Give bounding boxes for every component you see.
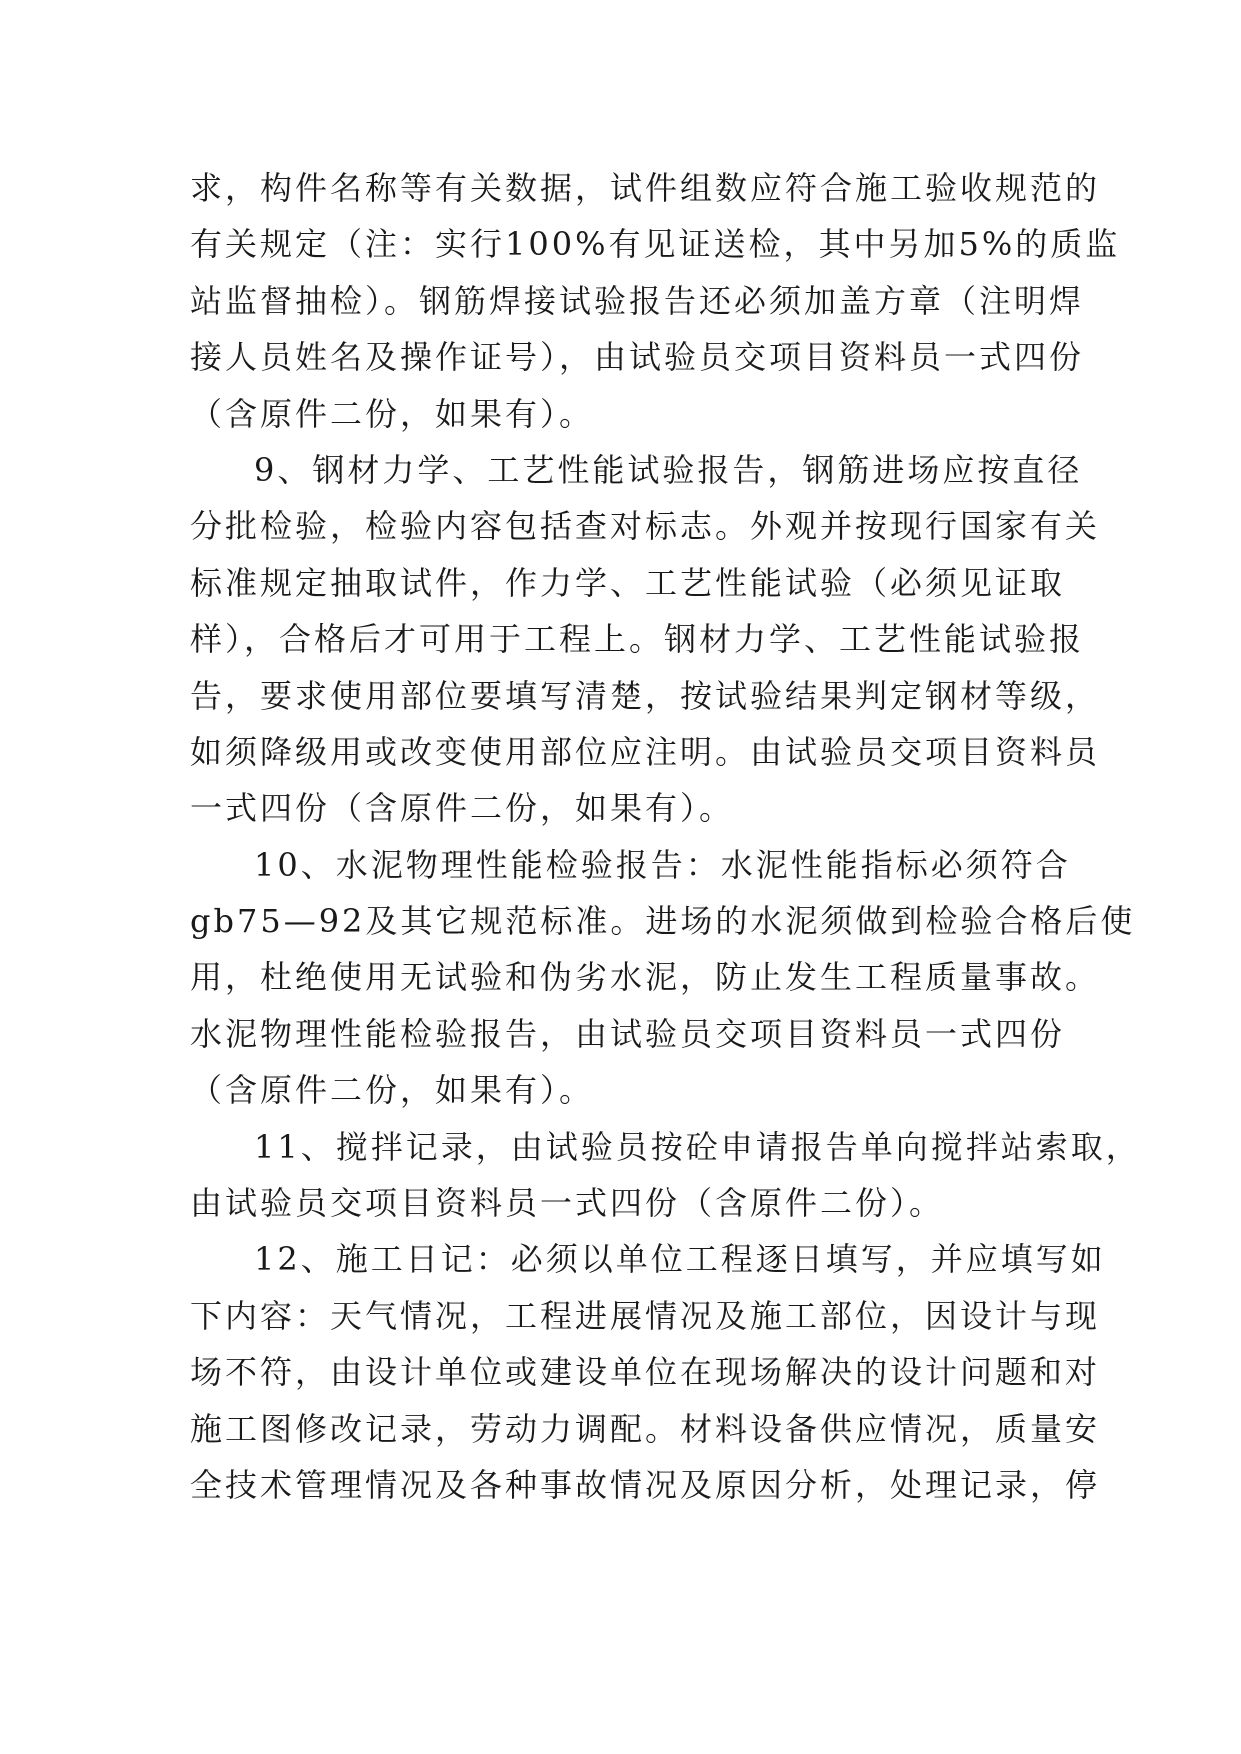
text-line: 接人员姓名及操作证号），由试验员交项目资料员一式四份 bbox=[190, 338, 1085, 377]
text-line: 由试验员交项目资料员一式四份（含原件二份）。 bbox=[190, 1184, 945, 1223]
paragraph-12-first-line: 12、施工日记：必须以单位工程逐日填写，并应填写如 bbox=[254, 1240, 1106, 1279]
text-line: （含原件二份，如果有）。 bbox=[190, 1071, 595, 1110]
document-body bbox=[190, 160, 1141, 1513]
text-line: 一式四份（含原件二份，如果有）。 bbox=[190, 789, 735, 828]
text-line: 有关规定（注：实行100%有见证送检，其中另加5%的质监 bbox=[190, 225, 1121, 264]
text-line: 标准规定抽取试件，作力学、工艺性能试验（必须见证取 bbox=[190, 563, 1066, 602]
text-line: 分批检验，检验内容包括查对标志。外观并按现行国家有关 bbox=[190, 507, 1101, 546]
text-line: 全技术管理情况及各种事故情况及原因分析，处理记录，停 bbox=[190, 1465, 1101, 1504]
text-line: 用，杜绝使用无试验和伪劣水泥，防止发生工程质量事故。 bbox=[190, 958, 1101, 997]
text-line: 水泥物理性能检验报告，由试验员交项目资料员一式四份 bbox=[190, 1014, 1066, 1053]
paragraph-11-first-line: 11、搅拌记录，由试验员按砼申请报告单向搅拌站索取， bbox=[254, 1127, 1141, 1166]
text-line: 求，构件名称等有关数据，试件组数应符合施工验收规范的 bbox=[190, 169, 1101, 207]
text-line: 施工图修改记录，劳动力调配。材料设备供应情况，质量安 bbox=[190, 1409, 1101, 1448]
text-line: 下内容：天气情况，工程进展情况及施工部位，因设计与现 bbox=[190, 1296, 1101, 1335]
text-line: 站监督抽检）。钢筋焊接试验报告还必须加盖方章（注明焊 bbox=[190, 281, 1085, 320]
text-line: 告，要求使用部位要填写清楚，按试验结果判定钢材等级， bbox=[190, 676, 1101, 715]
text-line: 场不符，由设计单位或建设单位在现场解决的设计问题和对 bbox=[190, 1353, 1101, 1392]
text-line: gb75—92及其它规范标准。进场的水泥须做到检验合格后使 bbox=[190, 902, 1136, 941]
paragraph-9-first-line: 9、钢材力学、工艺性能试验报告，钢筋进场应按直径 bbox=[254, 450, 1083, 489]
text-line: （含原件二份，如果有）。 bbox=[190, 394, 595, 433]
text-line: 如须降级用或改变使用部位应注明。由试验员交项目资料员 bbox=[190, 732, 1101, 771]
paragraph-10-first-line: 10、水泥物理性能检验报告：水泥性能指标必须符合 bbox=[254, 845, 1071, 884]
text-line: 样），合格后才可用于工程上。钢材力学、工艺性能试验报 bbox=[190, 620, 1085, 659]
